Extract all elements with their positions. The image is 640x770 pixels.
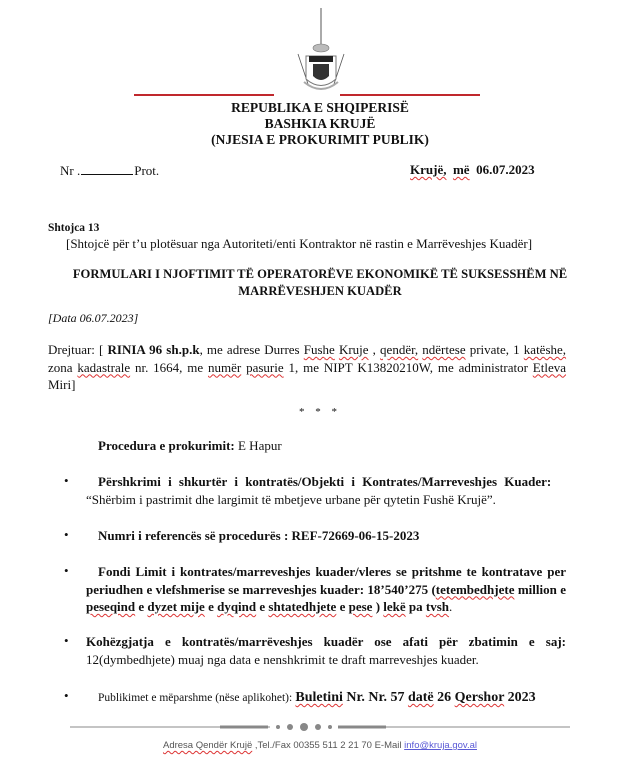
bullet-icon: • (64, 563, 69, 578)
me-word: më (452, 162, 470, 177)
item-label: Përshkrimi i shkurtër i kontratës/Objekti i Kontrates/Marreveshjes Kuader: (98, 474, 552, 489)
list-item-fund-limit: Fondi Limit i kontrates/marreveshjes kuader/vleres se pritshme te kontratave per periudhen e vlefshmerise se marreveshjes kuader: 18’540’275 (tetembedhjete million e peseqind e dyzet mije e dyqind e shtatedhjete e pese ) lekë pa tvsh. (86, 564, 566, 614)
data-line: [Data 06.07.2023] (48, 311, 139, 325)
addressee-paragraph: Drejtuar: [ RINIA 96 sh.p.k, me adrese Durres Fushe Kruje , qendër, ndërtese private, 1 katëshe, zona kadastrale nr. 1664, me numër pasurie 1, me NIPT K13820210W, me administrator Etleva Miri] (48, 342, 567, 392)
list-item-previous-publications: Publikimet e mëparshme (nëse aplikohet): Buletini Nr. Nr. 57 datë 26 Qershor 2023 (98, 690, 536, 705)
bullet-icon: • (64, 527, 69, 542)
list-item-reference (86, 527, 566, 545)
list-item-description (86, 473, 566, 508)
place: Krujë, (410, 162, 447, 177)
bullet-icon: • (64, 688, 69, 703)
company-name: RINIA 96 sh.p.k (107, 342, 200, 357)
coat-of-arms-icon (278, 4, 364, 92)
document-date (410, 162, 535, 178)
procedure-value: E Hapur (234, 438, 282, 453)
date-value: 06.07.2023 (476, 162, 535, 177)
nr-label: Nr . (60, 163, 81, 178)
list-item-duration (86, 633, 566, 668)
footer-ornament-divider (70, 719, 570, 729)
item-value: “Shërbim i pastrimit dhe largimit të mbetjeve urbane për qytetin Fushë Krujë”. (86, 491, 496, 507)
header-country: REPUBLIKA E SHQIPERISË (231, 100, 409, 115)
item-label: Kohëzgjatja e kontratës/marrëveshjes kuadër ose afati për zbatimin e saj: (86, 634, 566, 649)
bullet-icon: • (64, 633, 69, 648)
procedure-line (98, 438, 282, 454)
section-separator: * * * (299, 406, 341, 418)
footer-phone: ,Tel./Fax 00355 511 2 21 70 E-Mail (252, 740, 405, 751)
footer-address: Adresa Qendër Krujë (162, 740, 253, 751)
item-label: Numri i referencës së procedurës (98, 528, 281, 543)
item-value: : REF-72669-06-15-2023 (280, 528, 420, 543)
protocol-number-blank (81, 162, 133, 175)
form-title-line1: FORMULARI I NJOFTIMIT TË OPERATORËVE EKONOMIKË TË SUKSESSHËM NË (72, 267, 568, 281)
bullet-icon: • (64, 473, 69, 488)
annex-subtitle: [Shtojcë për t’u plotësuar nga Autoriteti/enti Kontraktor në rastin e Marrëveshjes Kuadër] (66, 236, 533, 251)
header-unit: (NJESIA E PROKURIMIT PUBLIK) (211, 132, 429, 147)
item-label: Publikimet e mëparshme (nëse aplikohet): (98, 692, 293, 704)
prot-label: Prot. (134, 163, 160, 178)
annex-label: Shtojca 13 (48, 222, 100, 234)
procedure-label: Procedura e prokurimit: (98, 438, 235, 453)
protocol-number (60, 162, 159, 179)
footer-contact (0, 740, 640, 751)
header-municipality: BASHKIA KRUJË (264, 116, 376, 131)
form-title-line2: MARRËVESHJEN KUADËR (238, 284, 402, 298)
item-value: 12(dymbedhjete) muaj nga data e nenshkrimit te draft marreveshjes kuader. (86, 651, 479, 667)
header-rule-left (134, 94, 274, 96)
header-rule-right (340, 94, 480, 96)
email-link[interactable]: info@kruja.gov.al (404, 740, 477, 751)
